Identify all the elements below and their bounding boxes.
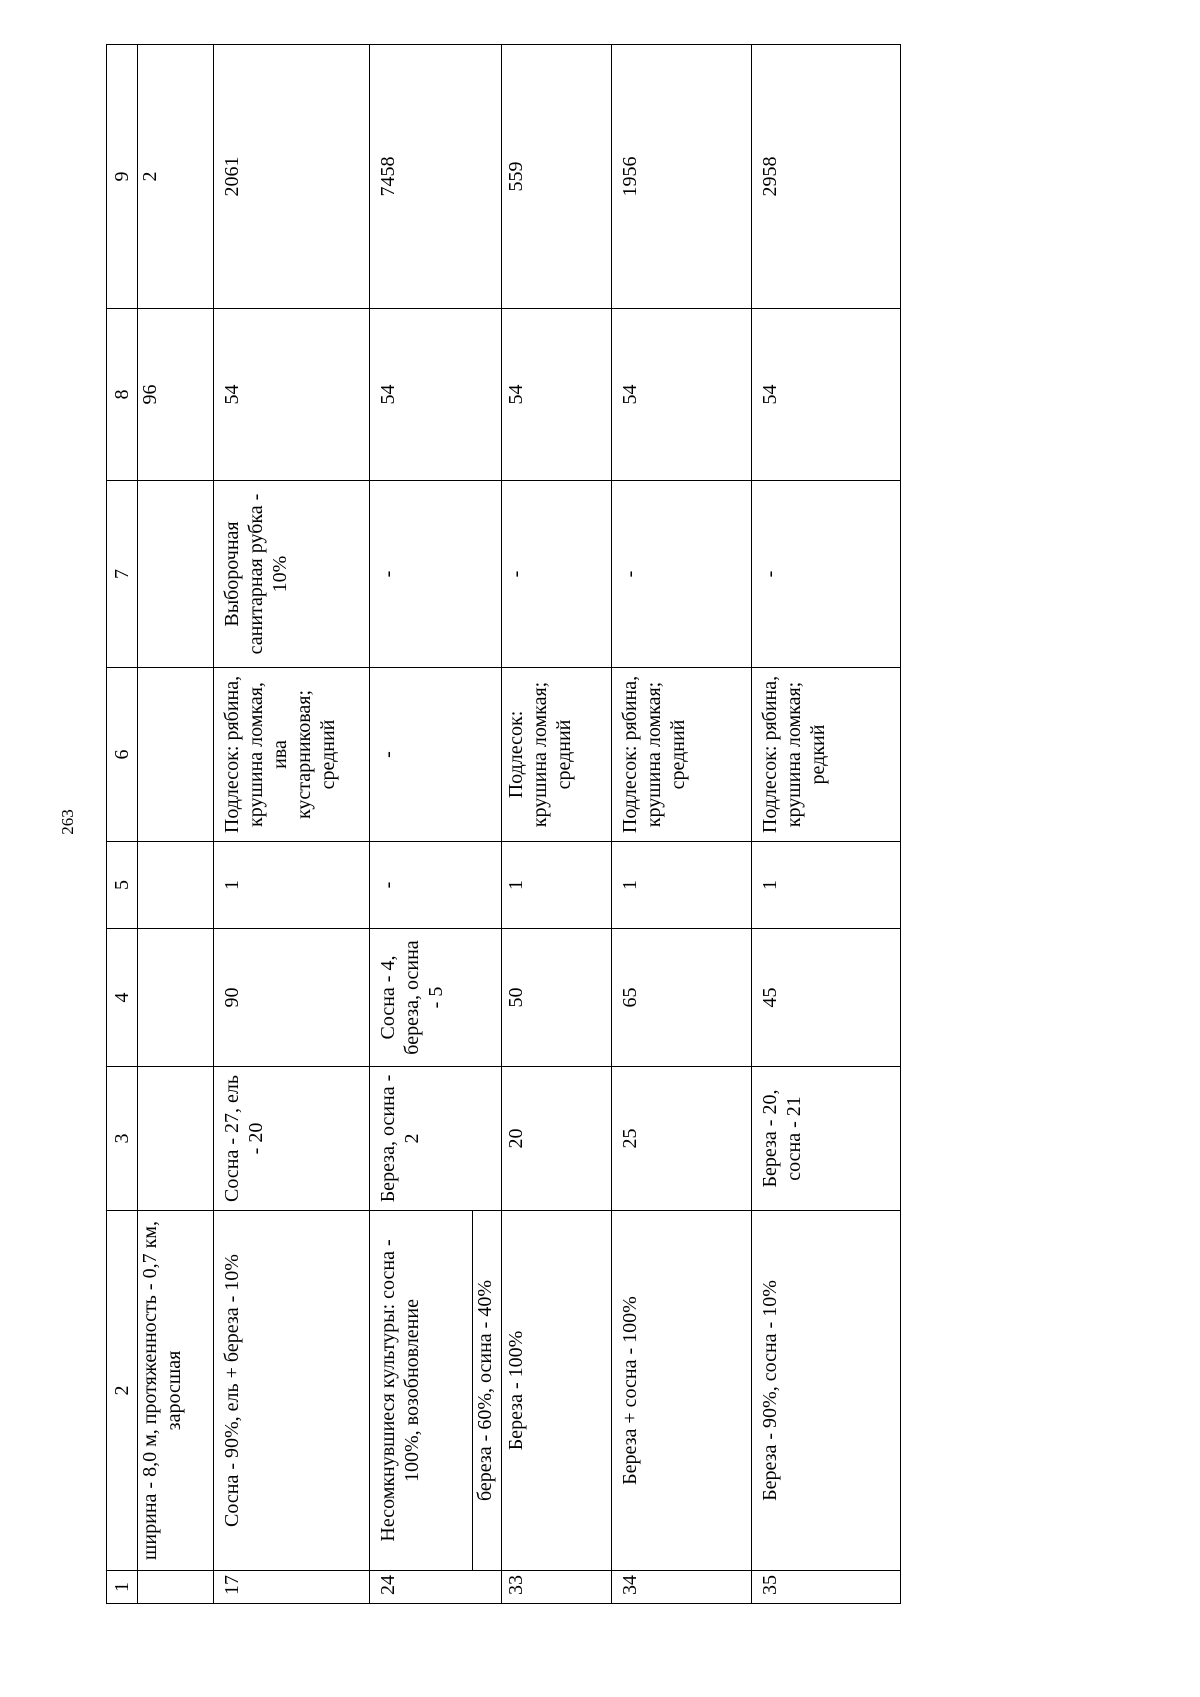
cell-c5: 1 xyxy=(214,842,370,929)
cell-c9: 2 xyxy=(137,45,214,309)
cell-c2: ширина - 8,0 м, протяженность - 0,7 км, заросшая xyxy=(137,1211,214,1571)
cell-c8: 54 xyxy=(612,309,752,481)
cell-c1 xyxy=(137,1571,214,1604)
cell-c1: 33 xyxy=(501,1571,612,1604)
header-cell-7: 7 xyxy=(107,481,138,668)
cell-c3: Береза, осина - 2 xyxy=(370,1067,502,1211)
header-cell-2: 2 xyxy=(107,1211,138,1571)
cell-c2-sub: береза - 60%, осина - 40% xyxy=(473,1211,501,1571)
cell-c4: 65 xyxy=(612,929,752,1067)
cell-c9: 2061 xyxy=(214,45,370,309)
header-row xyxy=(107,45,138,1604)
cell-c6: Подлесок: рябина, крушина ломкая, ива кустарниковая; средний xyxy=(214,668,370,842)
cell-c8: 54 xyxy=(752,309,901,481)
cell-c2: Береза - 100% xyxy=(501,1211,612,1571)
header-cell-3: 3 xyxy=(107,1067,138,1211)
cell-c5: - xyxy=(370,842,502,929)
cell-c3: 20 xyxy=(501,1067,612,1211)
table-row-continuation xyxy=(137,45,214,1604)
cell-c3: Береза - 20, сосна - 21 xyxy=(752,1067,901,1211)
cell-c8: 96 xyxy=(137,309,214,481)
cell-c3: Сосна - 27, ель - 20 xyxy=(214,1067,370,1211)
page-number: 263 xyxy=(58,809,77,835)
table-row-34 xyxy=(612,45,752,1604)
cell-c1: 17 xyxy=(214,1571,370,1604)
cell-c5: 1 xyxy=(612,842,752,929)
cell-c8: 54 xyxy=(501,309,612,481)
cell-c1: 24 xyxy=(370,1571,502,1604)
table-row-35 xyxy=(752,45,901,1604)
cell-c8: 54 xyxy=(214,309,370,481)
header-cell-8: 8 xyxy=(107,309,138,481)
cell-c2: Несомкнувшиеся культуры: сосна - 100%, возобновление xyxy=(370,1211,473,1571)
cell-c2: Береза + сосна - 100% xyxy=(612,1211,752,1571)
cell-c9: 2958 xyxy=(752,45,901,309)
cell-c6: Подлесок: рябина, крушина ломкая; средний xyxy=(612,668,752,842)
table-wrapper xyxy=(106,45,901,1604)
cell-c2: Береза - 90%, сосна - 10% xyxy=(752,1211,901,1571)
cell-c9: 1956 xyxy=(612,45,752,309)
cell-c6 xyxy=(137,668,214,842)
header-cell-4: 4 xyxy=(107,929,138,1067)
cell-c7: - xyxy=(752,481,901,668)
cell-c9: 559 xyxy=(501,45,612,309)
cell-c5: 1 xyxy=(752,842,901,929)
cell-c7 xyxy=(137,481,214,668)
cell-c4 xyxy=(137,929,214,1067)
cell-c8: 54 xyxy=(370,309,502,481)
cell-c2: Сосна - 90%, ель + береза - 10% xyxy=(214,1211,370,1571)
cell-c4: 90 xyxy=(214,929,370,1067)
header-cell-1: 1 xyxy=(107,1571,138,1604)
table-row-17 xyxy=(214,45,370,1604)
header-cell-9: 9 xyxy=(107,45,138,309)
cell-c1: 34 xyxy=(612,1571,752,1604)
cell-c3 xyxy=(137,1067,214,1211)
cell-c9: 7458 xyxy=(370,45,502,309)
cell-c7: - xyxy=(501,481,612,668)
cell-c5: 1 xyxy=(501,842,612,929)
table-row-24 xyxy=(370,45,473,1604)
cell-c5 xyxy=(137,842,214,929)
cell-c4: Сосна - 4, береза, осина - 5 xyxy=(370,929,502,1067)
cell-c7: - xyxy=(370,481,502,668)
rotated-table-region xyxy=(106,45,901,1604)
cell-c7: Выборочная санитарная рубка - 10% xyxy=(214,481,370,668)
cell-c7: - xyxy=(612,481,752,668)
cell-c4: 50 xyxy=(501,929,612,1067)
forest-inventory-table xyxy=(106,44,901,1604)
table-row-33 xyxy=(501,45,612,1604)
cell-c6: - xyxy=(370,668,502,842)
header-cell-6: 6 xyxy=(107,668,138,842)
cell-c4: 45 xyxy=(752,929,901,1067)
cell-c1: 35 xyxy=(752,1571,901,1604)
header-cell-5: 5 xyxy=(107,842,138,929)
cell-c6: Подлесок: крушина ломкая; средний xyxy=(501,668,612,842)
cell-c6: Подлесок: рябина, крушина ломкая; редкий xyxy=(752,668,901,842)
cell-c3: 25 xyxy=(612,1067,752,1211)
